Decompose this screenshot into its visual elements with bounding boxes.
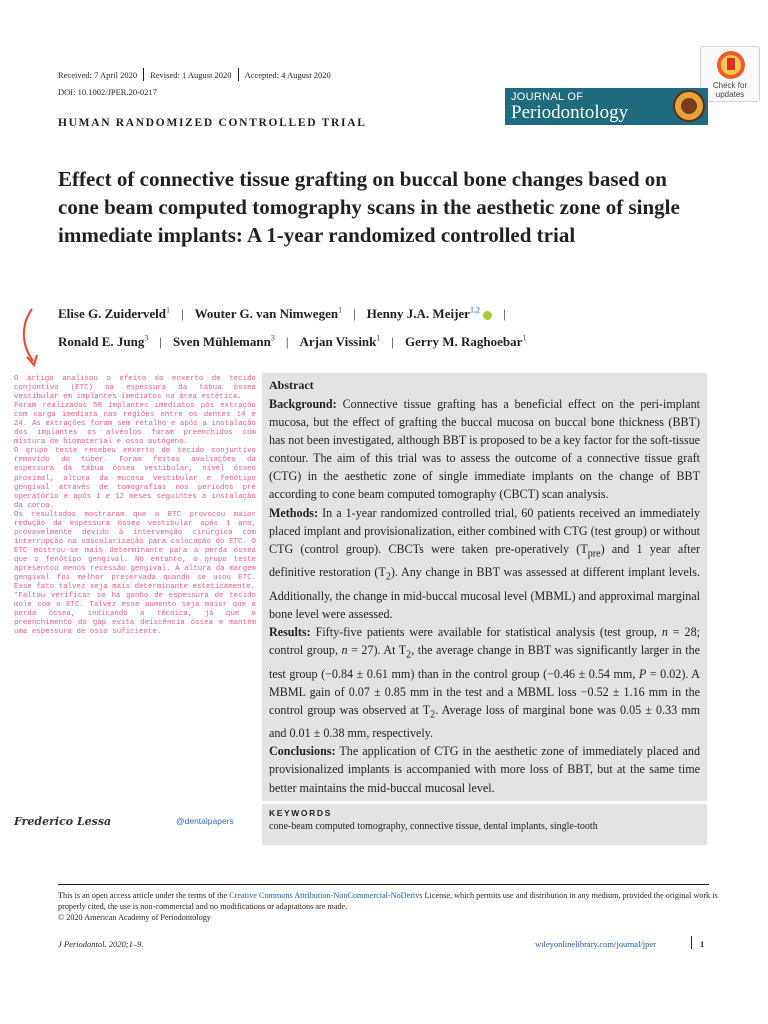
abstract-background: Background: Connective tissue grafting has a beneficial effect on the peri-implant mucosa, but the effect of grafting the buccal mucosa on buccal bone thickness (BBT) has not been investigated, although BBT is proposed to be a key factor for the soft-tissue contour. The aim of this trial was to assess the outcome of a connective tissue graft (CTG) in the aesthetic zone of single immediate implants on the change of BBT according to cone beam computed tomography (CBCT) scan analysis.	[269, 397, 700, 502]
divider	[58, 884, 709, 885]
abstract-heading: Abstract	[269, 378, 314, 392]
annotation-paragraph: *Faltou verificar se há ganho de espessura de tecido mole com o ETC. Talvez esse aumento seja maior que a perda óssea, indicando a técnica, já que o preenchimento do gap evita deiscência óssea e mantém uma espessura de osso suficiente.	[14, 592, 256, 637]
curved-arrow-icon	[20, 305, 50, 370]
article-dates	[58, 68, 331, 81]
abstract-box	[262, 373, 707, 801]
divider	[143, 68, 144, 81]
license-notice: This is an open access article under the terms of the Creative Commons Attribution-NonCommercial-NoDerivs License, which permits use and distribution in any medium, provided the original work is properly cited, the use is non-commercial and no modifications or adaptations are made. © 2020 American Academy of Periodontology	[58, 891, 718, 922]
bookmark-icon	[717, 51, 745, 79]
page-number: 1	[700, 939, 705, 949]
check-for-updates-badge[interactable]	[700, 46, 760, 102]
journal-url[interactable]: wileyonlinelibrary.com/journal/jper	[535, 939, 657, 949]
journal-logo[interactable]	[505, 88, 708, 125]
keywords-box	[262, 804, 707, 845]
divider	[238, 68, 239, 81]
author[interactable]: Arjan Vissink$^1$	[299, 333, 381, 349]
author[interactable]: Wouter G. van Nimwegen$^1$	[194, 306, 343, 322]
social-handle[interactable]: @dentalpapers	[176, 816, 234, 826]
revised-date: Revised: 1 August 2020	[150, 69, 232, 80]
annotation-notes	[14, 375, 256, 637]
annotation-paragraph: Foram realizados 58 implantes imediatos pós extração com carga imediata nas regiões entre os dentes 14 e 24. As extrações foram sem retalho e após a instalação dos implantes os alvéolos foram preenchidos com mistura de biomaterial e osso autógeno.	[14, 402, 256, 447]
license-link[interactable]: Creative Commons Attribution-NonCommercial-NoDerivs	[229, 891, 423, 900]
divider	[691, 936, 692, 949]
annotation-signature: Frederico Lessa	[14, 815, 112, 828]
journal-logo-line2: Periodontology	[511, 102, 629, 123]
author[interactable]: Elise G. Zuiderveld$^1$	[58, 306, 170, 322]
check-updates-line2: updates	[715, 90, 745, 99]
author-list: Elise G. Zuiderveld$^1$ | Wouter G. van Nimwegen$^1$ | Henny J.A. Meijer$^{1,2}$ | Ronald E. Jung$^3$ | Sven Mühlemann$^3$ | Arjan Vissink$^1$ | Gerry M. Raghoebar$^1$	[58, 306, 527, 349]
copyright: © 2020 American Academy of Periodontology	[58, 913, 211, 922]
journal-logo-line1: JOURNAL OF	[511, 91, 584, 103]
accepted-date: Accepted: 4 August 2020	[244, 69, 331, 80]
orcid-icon[interactable]	[483, 311, 492, 320]
author[interactable]: Ronald E. Jung$^3$	[58, 333, 149, 349]
annotation-paragraph: O artigo analisou o efeito do enxerto de tecido conjuntivo (ETC) na espessura da tábua óssea vestibular em implantes imediatos na área estética.	[14, 375, 256, 402]
author[interactable]: Sven Mühlemann$^3$	[172, 333, 275, 349]
check-updates-line1: Check for	[712, 81, 748, 90]
keywords-heading: KEYWORDS	[269, 808, 332, 818]
article-title: Effect of connective tissue grafting on buccal bone changes based on cone beam computed tomography scans in the aesthetic zone of single immediate implants: A 1-year randomized controlled trial	[58, 167, 680, 247]
abstract-results: Results: Fifty-five patients were available for statistical analysis (test group, n = 28; control group, n = 27). At $T_2$, the average change in BBT was significantly larger in the test group (−0.84 ± 0.61 mm) than in the control group (−0.46 ± 0.54 mm, P = 0.02). A MBML gain of 0.07 ± 0.85 mm in the test and a MBML loss −0.52 ± 1.16 mm in the control group was observed at $T_2$. Average loss of marginal bone was 0.05 ± 0.33 mm and 0.01 ± 0.38 mm, respectively.	[269, 624, 701, 741]
author[interactable]: Gerry M. Raghoebar$^1$	[405, 333, 527, 349]
journal-citation: J Periodontol. 2020;1–9.	[58, 939, 144, 949]
article-type-label: HUMAN RANDOMIZED CONTROLLED TRIAL	[58, 117, 367, 129]
annotation-paragraph: O grupo teste recebeu enxerto de tecido conjuntivo removido do túber. Foram feitas avaliações da espessura da tábua óssea vestibular, nível ósseo proximal, altura da mucosa vestibular e fenótipo gengival através de tomografias nos períodos pré operatório e após 1 e 12 meses seguintes a instalação da coroa.	[14, 447, 256, 510]
keywords-list: cone-beam computed tomography, connective tissue, dental implants, single-tooth	[269, 821, 598, 832]
doi[interactable]: DOI: 10.1002/JPER.20-0217	[58, 87, 157, 97]
abstract-methods: Methods: In a 1-year randomized controlled trial, 60 patients received an immediately placed implant and provisionalization, either combined with CTG (test group) or without CTG (control group). CBCTs were taken pre-operatively $(T_{pre})$ and 1 year after definitive restoration $(T_2)$. Any change in BBT was assessed at different implant levels. Additionally, the change in mid-buccal mucosal level (MBML) and approximal marginal bone level were assessed.	[269, 505, 700, 621]
author[interactable]: Henny J.A. Meijer$^{1,2}$	[367, 306, 492, 321]
abstract-conclusions: Conclusions: The application of CTG in the aesthetic zone of immediately placed and provisionalized implants is accompanied with more loss of BBT, but at the same time better maintains the mid-buccal mucosal level.	[269, 744, 700, 795]
received-date: Received: 7 April 2020	[58, 69, 138, 80]
aap-seal-icon	[673, 90, 705, 122]
annotation-paragraph: Os resultados mostraram que o ETC provocou maior redução da espessura óssea vestibular após 1 ano, provavelmente devido à intervenção cirúrgica com interrupção na vascularização para colocação do ETC. O ETC mostrou-se mais determinante para a perda óssea que o fenótipo gengival. No entanto, o grupo teste apresentou menos recessão gengival. A altura da margem gengival foi melhor preservada quando se usou ETC. Esse fato talvez seja mais determinante esteticamente.	[14, 510, 256, 592]
